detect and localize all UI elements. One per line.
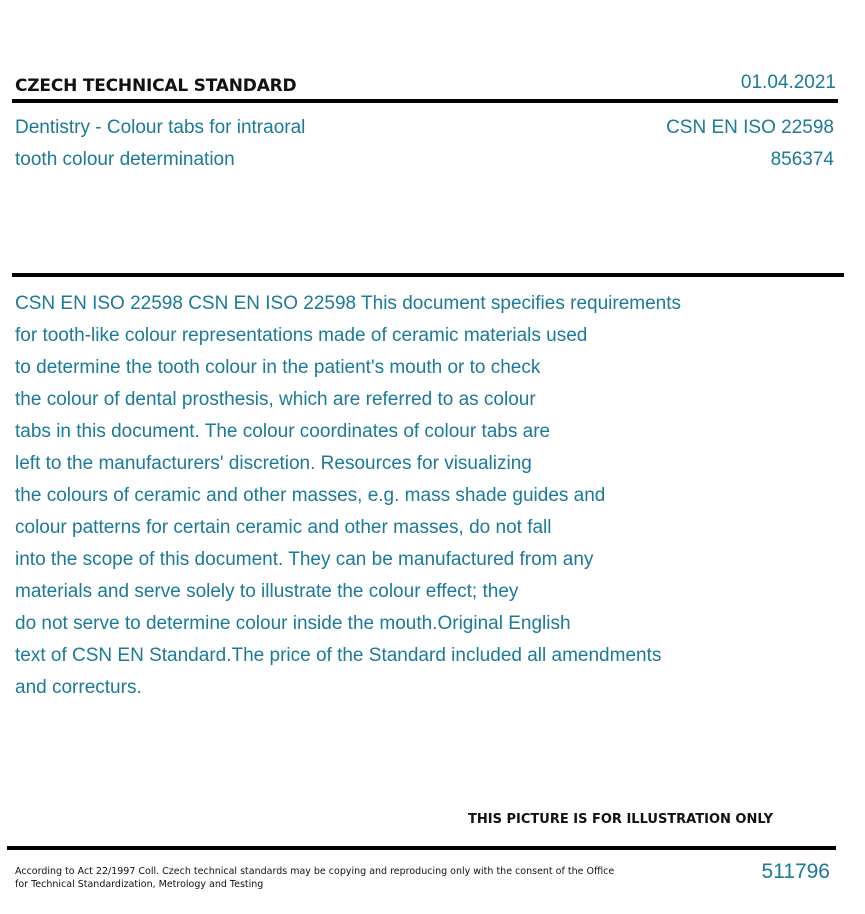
standard-number: 856374 <box>770 149 834 170</box>
title-divider <box>12 273 844 277</box>
publication-date: 01.04.2021 <box>740 72 836 93</box>
header-divider <box>12 99 838 103</box>
standard-title-line-2: tooth colour determination <box>15 149 235 170</box>
document-abstract: CSN EN ISO 22598 CSN EN ISO 22598 This document specifies requirements for tooth-like colour representations made of ceramic materials used to determine the tooth colour in the patient's mouth or to check the colour of dental prosthesis, which are referred to as colour tabs in this document. The colour coordinates of colour tabs are left to the manufacturers' discretion. Resources for visualizing the colours of ceramic and other masses, e.g. mass shade guides and colour patterns for certain ceramic and other masses, do not fall into the scope of this document. They can be manufactured from any materials and serve solely to illustrate the colour effect; they do not serve to determine colour inside the mouth.Original English text of CSN EN Standard.The price of the Standard included all amendments and correcturs. <box>15 293 682 698</box>
document-id: 511796 <box>761 860 830 883</box>
standard-code: CSN EN ISO 22598 <box>666 117 834 138</box>
footer-divider <box>7 846 836 850</box>
standard-title-line-1: Dentistry - Colour tabs for intraoral <box>15 117 306 138</box>
illustration-disclaimer: THIS PICTURE IS FOR ILLUSTRATION ONLY <box>468 812 773 827</box>
copyright-notice: According to Act 22/1997 Coll. Czech technical standards may be copying and reproducing only with the consent of the Office for Technical Standardization, Metrology and Testing <box>15 866 615 890</box>
document-type-label: CZECH TECHNICAL STANDARD <box>15 76 297 96</box>
